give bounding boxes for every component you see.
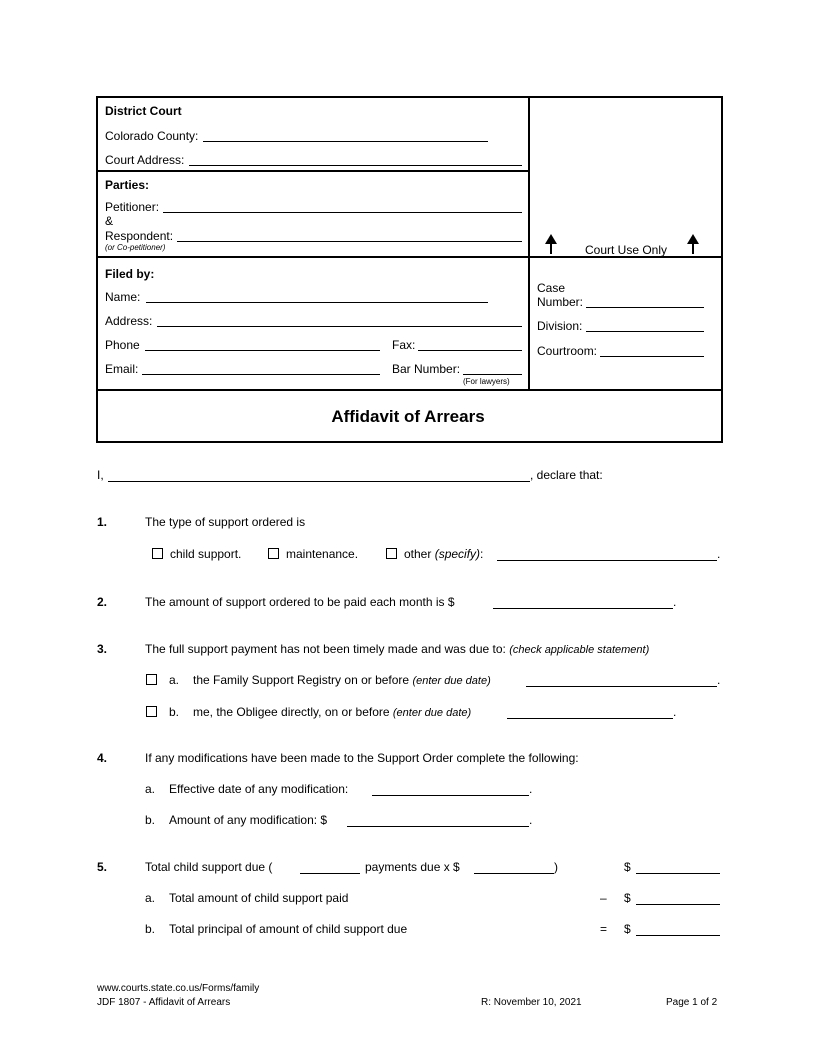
name-field[interactable] — [146, 302, 488, 303]
total-principal-field[interactable] — [636, 935, 720, 936]
item-1-number: 1. — [97, 515, 108, 529]
item-4a-text: Effective date of any modification: — [169, 782, 349, 796]
case-label-2: Number: — [537, 295, 584, 309]
item-3-text — [145, 642, 649, 657]
total-due-field[interactable] — [636, 873, 720, 874]
monthly-support-amount-field[interactable] — [493, 608, 673, 609]
child-support-label: child support. — [170, 547, 242, 561]
division-label: Division: — [537, 319, 583, 333]
fax-field[interactable] — [418, 350, 522, 351]
item-3b-text — [193, 705, 471, 720]
payment-amount-field[interactable] — [474, 873, 554, 874]
other-specify-field[interactable] — [497, 560, 717, 561]
courtroom-field[interactable] — [600, 356, 704, 357]
respondent-label: Respondent: — [105, 229, 174, 243]
item-4a-letter: a. — [145, 782, 156, 796]
total-due-dollar: $ — [624, 860, 631, 874]
caption-divider-title — [96, 389, 723, 391]
item-3b-text-main: me, the Obligee directly, on or before — [193, 705, 390, 719]
item-4b-letter: b. — [145, 813, 156, 827]
caption-divider-parties — [96, 170, 530, 172]
item-5-text-2: payments due x $ — [365, 860, 460, 874]
item-5a-operator: – — [600, 891, 607, 905]
bar-number-label: Bar Number: — [392, 362, 461, 376]
child-support-checkbox[interactable] — [152, 548, 163, 559]
caption-divider-vertical — [528, 96, 530, 391]
petitioner-field[interactable] — [163, 212, 522, 213]
footer-form-id: JDF 1807 - Affidavit of Arrears — [97, 997, 231, 1008]
courtroom-label: Courtroom: — [537, 344, 598, 358]
registry-due-date-field[interactable] — [526, 686, 717, 687]
other-label — [404, 547, 483, 561]
item-3a-text-main: the Family Support Registry on or before — [193, 673, 410, 687]
item-3a-text — [193, 673, 491, 688]
declaration-suffix: , declare that: — [530, 468, 603, 482]
footer-page-number: Page 1 of 2 — [666, 997, 718, 1008]
co-petitioner-note: (or Co-petitioner) — [105, 243, 166, 252]
other-checkbox[interactable] — [386, 548, 397, 559]
item-3-note: (check applicable statement) — [509, 644, 650, 656]
arrow-up-icon — [544, 234, 558, 254]
county-label: Colorado County: — [105, 129, 199, 143]
parties-heading: Parties: — [105, 178, 150, 192]
ampersand: & — [105, 214, 114, 228]
phone-label: Phone — [105, 338, 140, 352]
court-heading: District Court — [105, 104, 182, 118]
email-label: Email: — [105, 362, 139, 376]
bar-number-field[interactable] — [463, 374, 522, 375]
phone-field[interactable] — [145, 350, 380, 351]
declaration-prefix: I, — [97, 468, 104, 482]
item-4a-period: . — [529, 782, 533, 796]
declarant-name-field[interactable] — [108, 481, 530, 482]
item-3b-note: (enter due date) — [392, 707, 472, 719]
for-lawyers-note: (For lawyers) — [463, 377, 510, 386]
item-5b-operator: = — [600, 922, 608, 936]
item-4-text: If any modifications have been made to the Support Order complete the following: — [145, 751, 579, 765]
specify-note: (specify) — [434, 547, 481, 561]
respondent-field[interactable] — [177, 241, 522, 242]
item-5-number: 5. — [97, 860, 108, 874]
item-3a-note: (enter due date) — [412, 675, 491, 687]
court-address-field[interactable] — [189, 165, 522, 166]
court-address-label: Court Address: — [105, 153, 185, 167]
case-label-1: Case — [537, 281, 566, 295]
name-label: Name: — [105, 290, 141, 304]
other-label-text: other — [404, 547, 432, 561]
item-3b-letter: b. — [169, 705, 180, 719]
item-3a-letter: a. — [169, 673, 180, 687]
email-field[interactable] — [142, 374, 380, 375]
footer-url: www.courts.state.co.us/Forms/family — [97, 983, 260, 994]
maintenance-label: maintenance. — [286, 547, 359, 561]
item-3-number: 3. — [97, 642, 108, 656]
item-3-text-main: The full support payment has not been timely made and was due to: — [145, 642, 506, 656]
item-2-period: . — [673, 595, 677, 609]
item-5a-dollar: $ — [624, 891, 631, 905]
total-paid-field[interactable] — [636, 904, 720, 905]
item-5-text-3: ) — [554, 860, 558, 874]
filed-by-heading: Filed by: — [105, 267, 155, 281]
fax-label: Fax: — [392, 338, 416, 352]
item-2-text: The amount of support ordered to be paid each month is $ — [145, 595, 455, 609]
modification-date-field[interactable] — [372, 795, 529, 796]
modification-amount-field[interactable] — [347, 826, 529, 827]
item-5b-text: Total principal of amount of child support due — [169, 922, 408, 936]
item-5b-dollar: $ — [624, 922, 631, 936]
division-field[interactable] — [586, 331, 704, 332]
obligee-due-date-field[interactable] — [507, 718, 673, 719]
footer-revision: R: November 10, 2021 — [481, 997, 582, 1008]
item-4b-text: Amount of any modification: $ — [169, 813, 328, 827]
petitioner-label: Petitioner: — [105, 200, 160, 214]
maintenance-checkbox[interactable] — [268, 548, 279, 559]
item-3a-period: . — [717, 673, 721, 687]
arrow-up-icon — [686, 234, 700, 254]
registry-checkbox[interactable] — [146, 674, 157, 685]
item-5-text-1: Total child support due ( — [145, 860, 273, 874]
item-1-text: The type of support ordered is — [145, 515, 306, 529]
other-colon: : — [480, 547, 484, 561]
item-2-number: 2. — [97, 595, 108, 609]
case-number-field[interactable] — [586, 307, 704, 308]
item-5b-letter: b. — [145, 922, 156, 936]
payments-due-count-field[interactable] — [300, 873, 360, 874]
form-title: Affidavit of Arrears — [331, 407, 485, 426]
filer-address-field[interactable] — [157, 326, 522, 327]
item-4b-period: . — [529, 813, 533, 827]
filer-address-label: Address: — [105, 314, 153, 328]
county-field[interactable] — [203, 141, 488, 142]
court-use-only-label: Court Use Only — [585, 243, 668, 257]
item-3b-period: . — [673, 705, 677, 719]
item-1-period: . — [717, 547, 721, 561]
item-5a-letter: a. — [145, 891, 156, 905]
obligee-checkbox[interactable] — [146, 706, 157, 717]
item-4-number: 4. — [97, 751, 108, 765]
item-5a-text: Total amount of child support paid — [169, 891, 349, 905]
